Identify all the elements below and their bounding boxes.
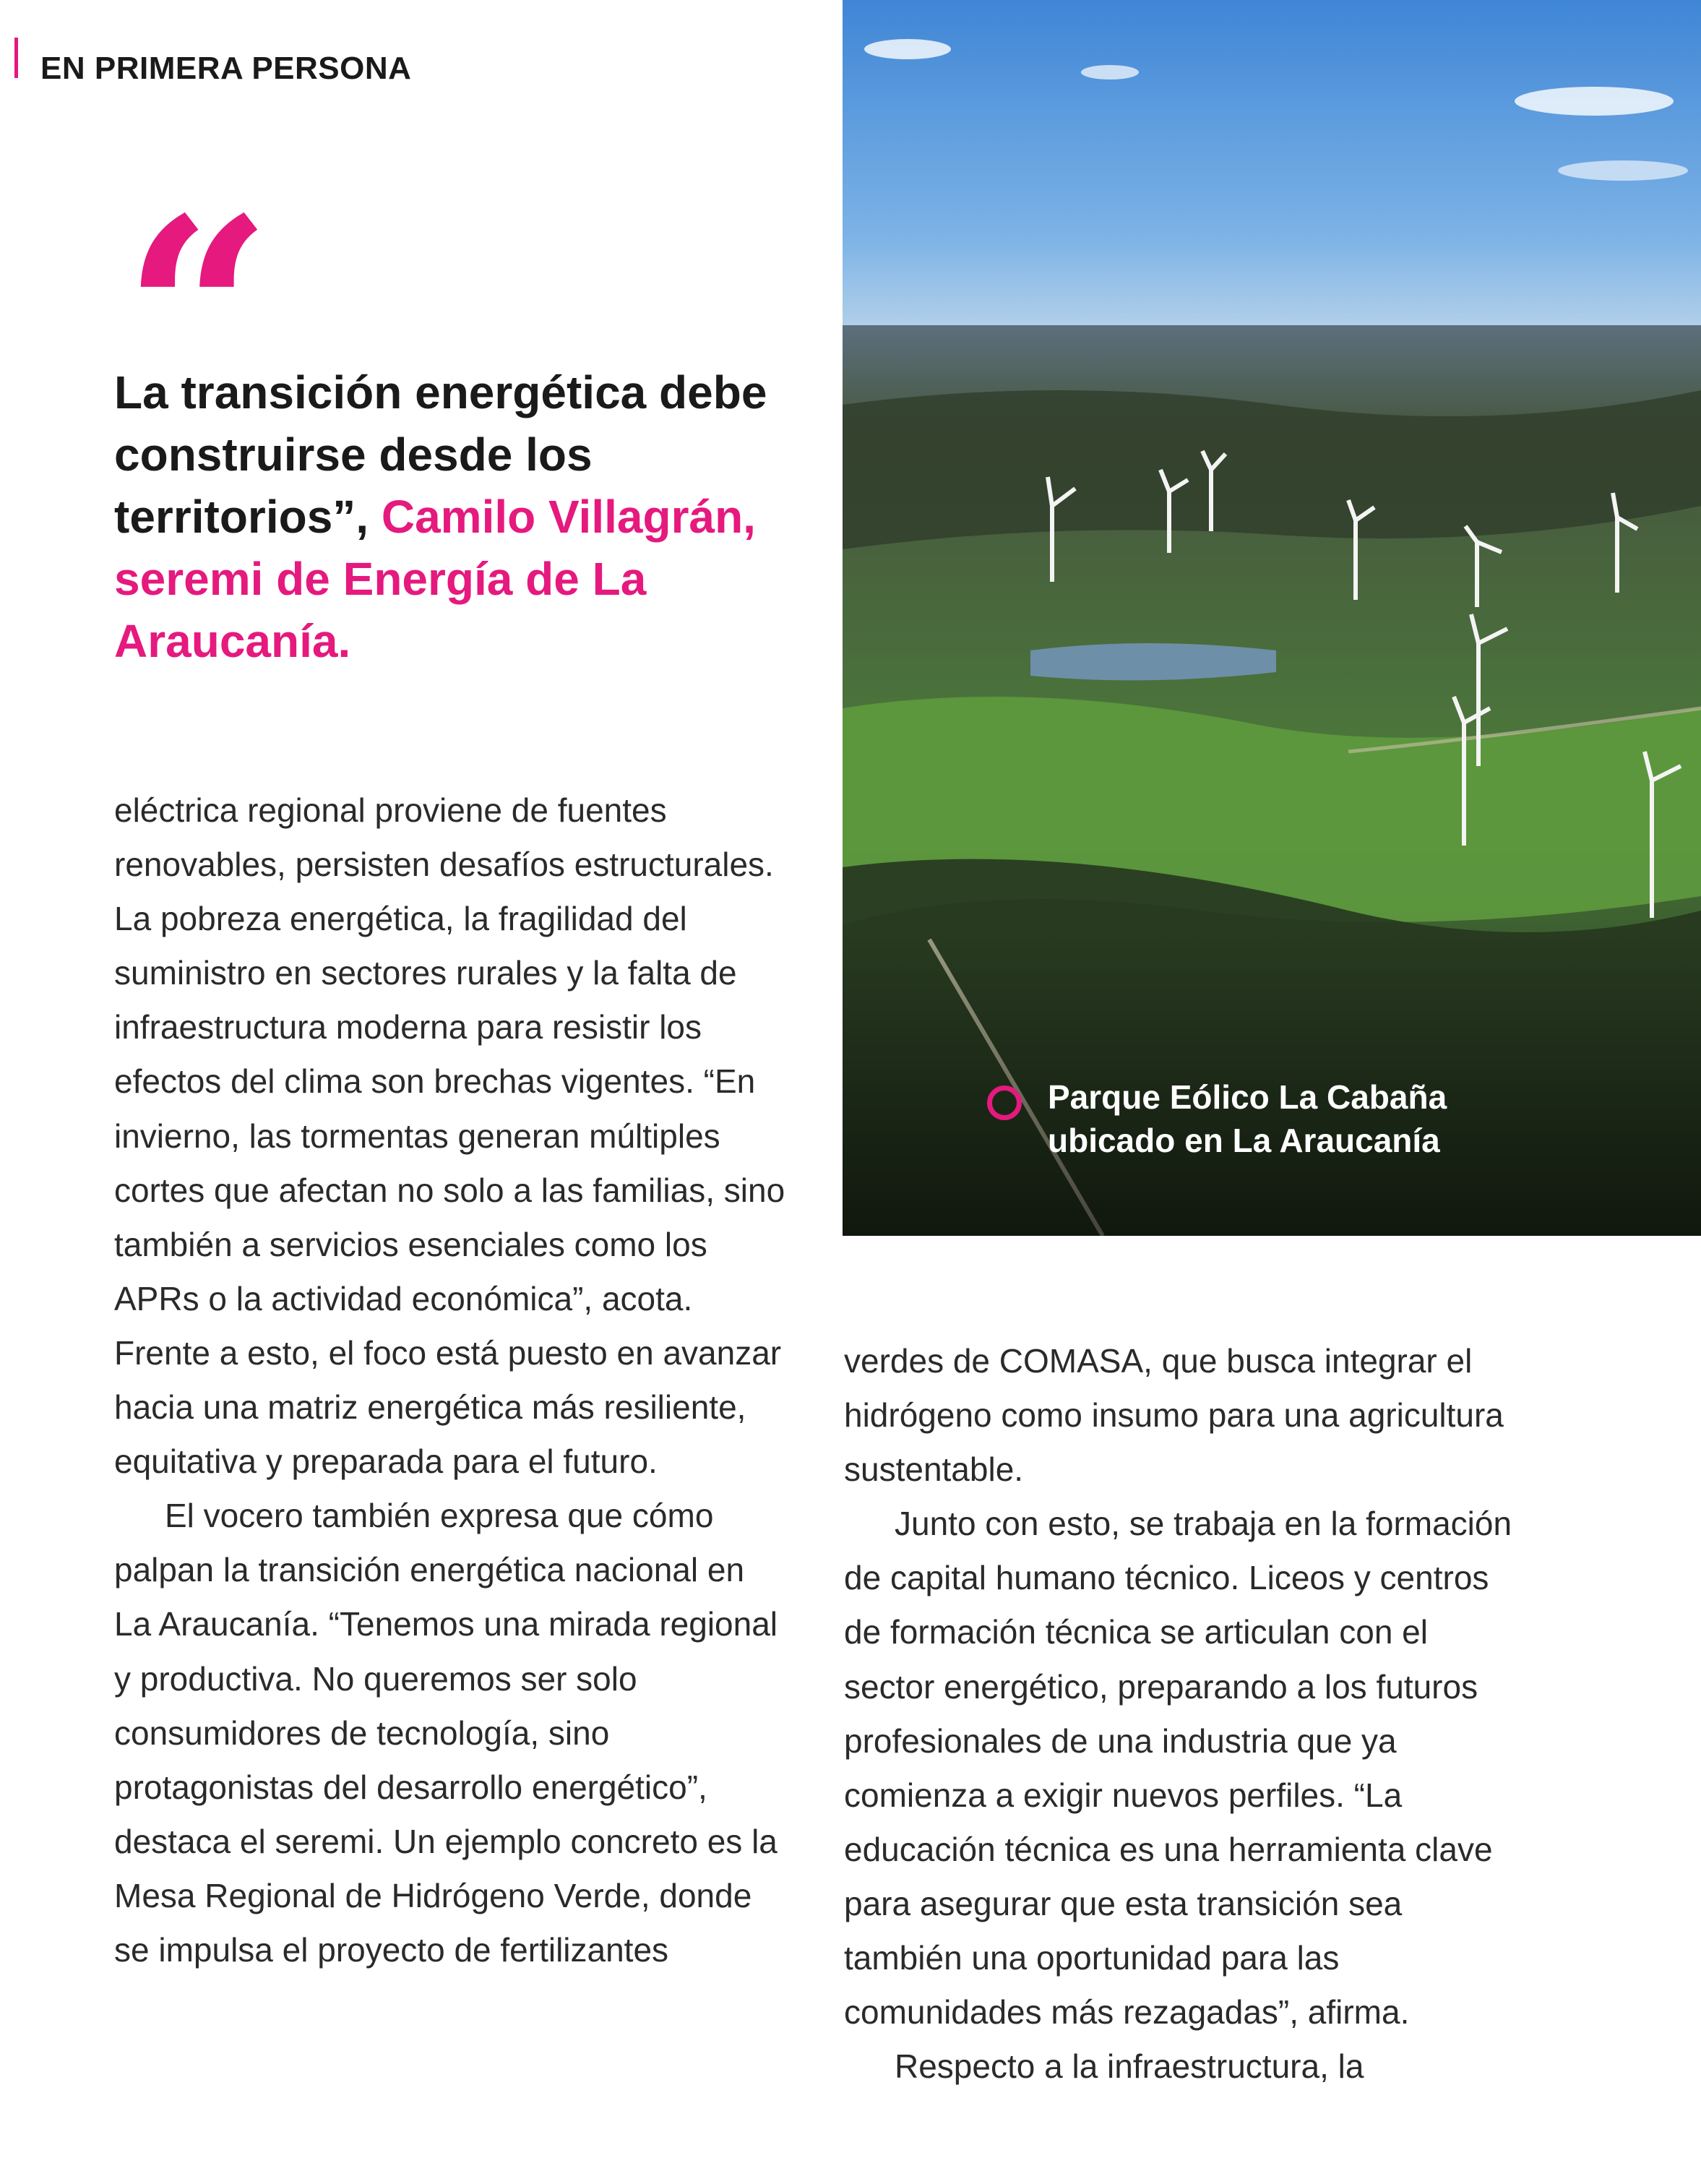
photo-caption: Parque Eólico La Cabaña ubicado en La Araucanía	[1048, 1078, 1447, 1159]
paragraph: verdes de COMASA, que busca integrar el hidrógeno como insumo para una agricultura sustentable.	[844, 1342, 1504, 1489]
pull-quote-text: La transición energética debe construirse desde los territorios”,	[114, 366, 767, 543]
article-column-left	[114, 783, 786, 1977]
caption-bullet-icon	[987, 1085, 1022, 1120]
paragraph: Junto con esto, se trabaja en la formación de capital humano técnico. Liceos y centros de formación técnica se articulan con el sector energético, preparando a los futuros profesionales de una industria que ya comienza a exigir nuevos perfiles. “La educación técnica es una herramienta clave para asegurar que esta transición sea también una oportunidad para las comunidades más rezagadas”, afirma.	[844, 1505, 1512, 2032]
quote-mark-icon: “	[123, 161, 273, 467]
paragraph: Respecto a la infraestructura, la	[895, 2047, 1364, 2086]
section-label: EN PRIMERA PERSONA	[40, 51, 412, 86]
section-accent-bar	[14, 38, 18, 78]
paragraph: eléctrica regional proviene de fuentes renovables, persisten desafíos estructurales. La pobreza energética, la fragilidad del suministro en sectores rurales y la falta de infraestructura moderna para resistir los efectos del clima son brechas vigentes. “En invierno, las tormentas generan múltiples cortes que afectan no solo a las familias, sino también a servicios esenciales como los APRs o la actividad económica”, acota. Frente a esto, el foco está puesto en avanzar hacia una matriz energética más resiliente, equitativa y preparada para el futuro.	[114, 791, 785, 1481]
paragraph: El vocero también expresa que cómo palpan la transición energética nacional en La Araucanía. “Tenemos una mirada regional y productiva. No queremos ser solo consumidores de tecnología, sino protagonistas del desarrollo energético”, destaca el seremi. Un ejemplo concreto es la Mesa Regional de Hidrógeno Verde, donde se impulsa el proyecto de fertilizantes	[114, 1497, 778, 1969]
wind-farm-photo	[843, 0, 1701, 1236]
article-column-right	[844, 1334, 1516, 2094]
pull-quote-attribution: Camilo Villagrán, seremi de Energía de La Araucanía.	[114, 491, 756, 667]
pull-quote	[114, 361, 786, 672]
